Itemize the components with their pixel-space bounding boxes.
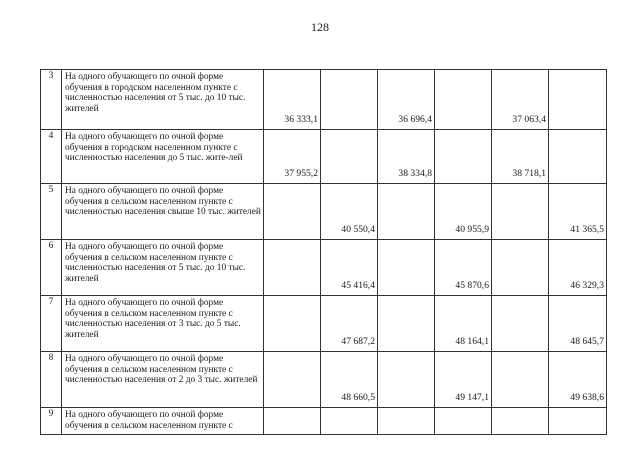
value-cell [264,296,321,352]
row-number: 4 [41,130,62,184]
value-cell: 45 870,6 [435,240,492,296]
table-row [41,408,607,435]
value-cell: 48 660,5 [321,352,378,408]
value-cell [435,70,492,130]
value-cell [378,296,435,352]
value-cell [549,130,607,184]
row-description: На одного обучающего по очной форме обучения в сельском населенном пункте с численностью населения от 5 тыс. до 10 тыс. жителей [62,240,264,296]
value-cell: 37 063,4 [492,70,549,130]
row-description: На одного обучающего по очной форме обучения в сельском населенном пункте с численностью населения от 2 до 3 тыс. жителей [62,352,264,408]
table-row [41,130,607,184]
value-cell: 48 645,7 [549,296,607,352]
value-cell [549,408,607,435]
row-description: На одного обучающего по очной форме обучения в сельском населенном пункте с численностью населения от 3 тыс. до 5 тыс. жителей [62,296,264,352]
value-cell: 47 687,2 [321,296,378,352]
value-cell: 36 696,4 [378,70,435,130]
table-row [41,352,607,408]
value-cell [378,240,435,296]
row-number: 9 [41,408,62,435]
value-cell [264,240,321,296]
value-cell [264,184,321,240]
value-cell [321,408,378,435]
value-cell [378,352,435,408]
table-row [41,184,607,240]
row-number: 8 [41,352,62,408]
value-cell [378,408,435,435]
value-cell [321,70,378,130]
value-cell: 36 333,1 [264,70,321,130]
value-cell: 46 329,3 [549,240,607,296]
value-cell [492,184,549,240]
value-cell: 48 164,1 [435,296,492,352]
value-cell: 41 365,5 [549,184,607,240]
value-cell [492,240,549,296]
value-cell [435,130,492,184]
row-number: 6 [41,240,62,296]
row-number: 7 [41,296,62,352]
value-cell [549,70,607,130]
value-cell: 40 955,9 [435,184,492,240]
value-cell [492,352,549,408]
value-cell: 45 416,4 [321,240,378,296]
row-description: На одного обучающего по очной форме обучения в городском населенном пункте с численностью населения до 5 тыс. жите-лей [62,130,264,184]
value-cell [435,408,492,435]
value-cell [321,130,378,184]
value-cell: 49 638,6 [549,352,607,408]
table-row [41,240,607,296]
value-cell [264,352,321,408]
value-cell: 49 147,1 [435,352,492,408]
row-number: 5 [41,184,62,240]
row-number: 3 [41,70,62,130]
value-cell: 40 550,4 [321,184,378,240]
value-cell [492,408,549,435]
value-cell [492,296,549,352]
row-description: На одного обучающего по очной форме обучения в сельском населенном пункте с [62,408,264,435]
value-cell: 38 718,1 [492,130,549,184]
value-cell: 38 334,8 [378,130,435,184]
value-cell: 37 955,2 [264,130,321,184]
table-row [41,70,607,130]
page-number: 128 [311,20,329,34]
value-cell [264,408,321,435]
row-description: На одного обучающего по очной форме обучения в городском населенном пункте с численностью населения от 5 тыс. до 10 тыс. жителей [62,70,264,130]
table-row [41,296,607,352]
value-cell [378,184,435,240]
funding-norms-table [40,69,607,435]
row-description: На одного обучающего по очной форме обучения в сельском населенном пункте с численностью населения свыше 10 тыс. жителей [62,184,264,240]
